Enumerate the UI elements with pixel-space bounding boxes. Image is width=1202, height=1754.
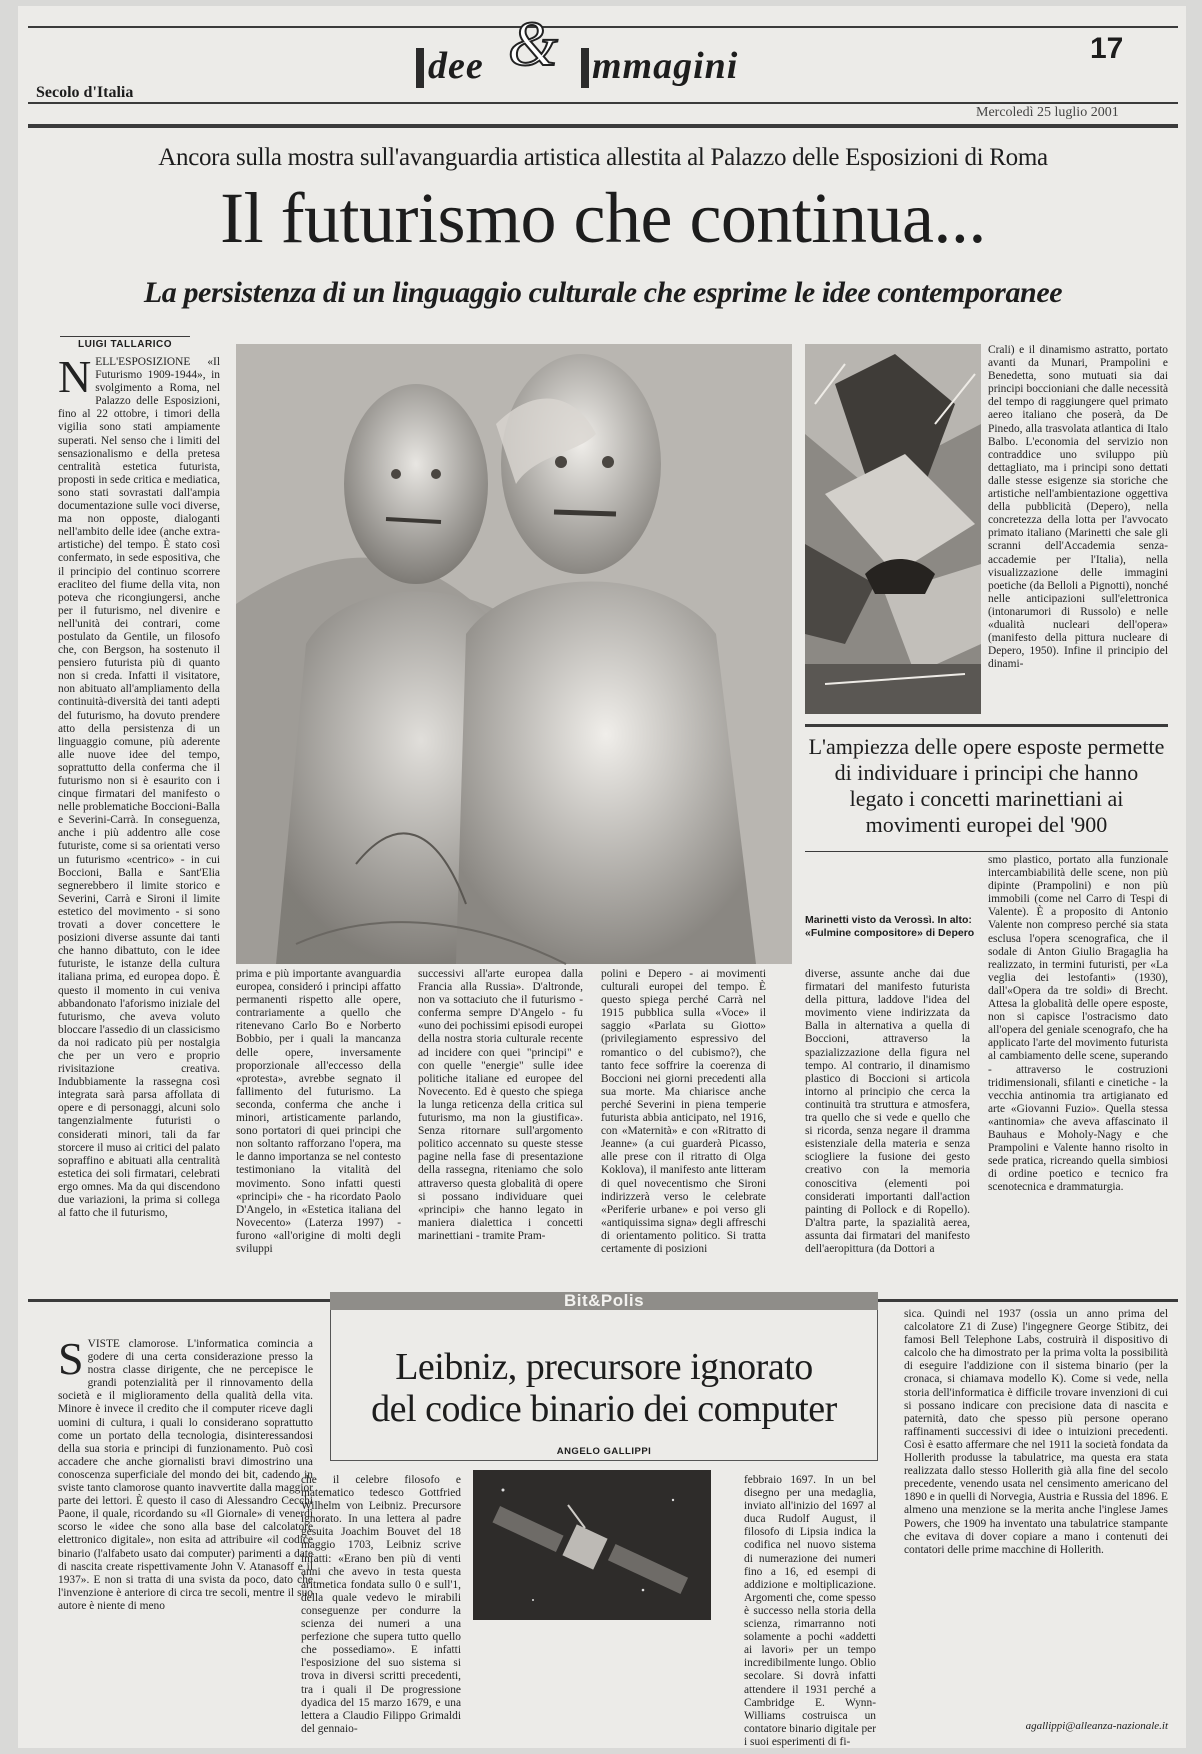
article-column-7: Crali) e il dinamismo astratto, portato avanti da Munari, Prampolini e Benedetta, sono mutuati sia dai principi boccioniani che dalle necessità del tempo di raggiungere quel primato aereo italiano che poserà, da De Pinedo, alla trasvolata atlantica di Italo Balbo. L'economia del servizio non contraddice uno sviluppo più dettagliato, ma i principi sono dettati dalle stesse esigenze sia storiche che artistiche nell'ambientazione oggettiva della pubblicità (Depero), nella concretezza della lotta per l'avvocato primato italiano (Marinetti che sale gli scranni dell'Accademia senza-accademie per l'Italia), nella visualizzazione delle immagini poetiche (da Belloli a Pignotti), nonché nelle anticipazioni sull'elettronica (intonarumori di Russolo) e nelle «dualità nucleari dell'opera» (manifesto della pittura nucleare di Depero, 1950). Infine il principio del dinami-: [988, 344, 1168, 671]
article-kicker: Ancora sulla mostra sull'avanguardia artistica allestita al Palazzo delle Esposizioni di Roma: [158, 144, 1048, 171]
date-rule: [28, 124, 1178, 128]
article-subheadline: La persistenza di un linguaggio culturale che esprime le idee contemporanee: [143, 276, 1063, 309]
article-column-2: prima e più importante avanguardia europea, consideró i principi affatto permanenti rispetto alle opere, contrariamente a quello che ritenevano Carlo Bo e Norberto Bobbio, per i quali la mancanza delle opere, inversamente proporzionale all'eccesso della «protesta», avrebbe segnato il fallimento del futurismo. La seconda, conferma che anche i minori, artisticamente parlando, sono portatori di quei principi che non soltanto rafforzano l'opera, ma le danno importanza se nel contesto testimoniano la vitalità del movimento. Sono infatti questi «principi» che - ha ricordato Paolo D'Angelo, in «Estetica italiana del Novecento» (Laterza 1997) - furono «all'origine di molti degli sviluppi: [236, 968, 401, 1255]
sidebar-headline-line-1: Leibniz, precursore ignorato: [395, 1346, 813, 1388]
sidebar-drop-cap: S: [58, 1333, 84, 1384]
article-column-5: diverse, assunte anche dai due firmatari del manifesto futurista della pittura, laddove l'idea del movimento viene indirizzata da Balla in alternativa a quella di Boccioni, attraverso la spazializzazione della figura nel tempo. Al contrario, il dinamismo plastico di Boccioni si articola intorno al principio che cerca la continuità tra struttura e atmosfera, tra quello che si vede e quello che si ricorda, senza negare il dramma esistenziale della materia e senza sciogliere la fusione dei gesto creativo con la memoria conoscitiva (elementi poi considerati importanti dall'action painting di Pollock e di Ropello). D'altra parte, la spazialità aerea, assunta dai firmatari del manifesto dell'aeropittura (da Dottori a: [805, 968, 970, 1255]
portrait-illustration: [236, 344, 792, 964]
newspaper-page: [18, 6, 1186, 1748]
marinetti-portrait-photo: [236, 344, 792, 964]
sidebar-author: ANGELO GALLIPPI: [556, 1446, 652, 1457]
sidebar-signature: agallippi@alleanza-nazionale.it: [1025, 1720, 1168, 1732]
pullquote: L'ampiezza delle opere esposte permette di individuare i principi che hanno legato i concetti marinettiani ai movimenti europei del '900: [808, 734, 1165, 837]
article-author: LUIGI TALLARICO: [78, 339, 172, 350]
depero-illustration: [805, 344, 981, 714]
masthead-rule: [28, 102, 1178, 104]
article-column-1-text: ELL'ESPOSIZIONE «Il Futurismo 1909-1944», in svolgimento a Roma, nel Palazzo delle Esposizioni, fino al 22 ottobre, i timori della vigilia sono stati ampiamente superati. Nel senso che i limiti del sensazionalismo e della pretesa centralità estetica futurista, proposti in sede critica e mediatica, sono stati sovrastati dall'ampia documentazione sulle voci diverse, ma non opposte, dialoganti nell'ambito delle idee (anche extra-artistiche) del tempo. È stato così confermato, in sede espositiva, che il principio del continuo scorrere eracliteo del fiume della vita, non poteva che ricongiungersi, anche per il futurismo, nel divenire e nell'unità dei contrari, come postulato da Gentile, un filosofo che, con Bergson, ha sostenuto il pensiero futurista più di quanto non si creda. Infatti il visitatore, non abituato all'ampliamento della continuità-diversità dei tanti adepti del futurismo, ha dovuto prendere atto della persistenza di un linguaggio comune, più aderente alle nuove idee del tempo, soprattutto della conferma che il futurismo non si è esaurito con i cinque firmatari del manifesto o nelle problematiche Boccioni-Balla e Severini-Carrà. In conseguenza, anche i più addentro alle cose futuriste, come si sa orientati verso un futurismo «centrico» - in cui Boccioni, Balla e Sant'Elia segnerebbero il limite storico e Severini, Carrà e Sironi il limite estetico del movimento - si sono trovati a dover concettere le posizioni diverse assunte dai tanti che hanno dibattuto, con le idee futuriste, le istanze della cultura italiana prima, ed europea dopo. È questo il momento in cui veniva abbandonato l'aforismo iniziale del futurismo, che aveva voluto bloccare l'assedio di un classicismo da noi radicato più per nostalgia che per un vero e proprio rivisitazione creativa. Indubbiamente la rassegna così integrata sarà parsa affollata di opere e di personaggi, alcuni solo tangenzialmente futuristi o considerati minori, tali da far storcere il muso ai critici del palato sopraffino e abituati alla centralità estetica dei soli firmatari, celebrati ergo omnes. Ma da qui discendono due variazioni, la prima si collega al fatto che il futurismo,: [58, 356, 220, 1220]
sidebar-column-2: che il celebre filosofo e matematico tedesco Gottfried Wilhelm von Leibniz. Precursore ignorato. In una lettera al padre gesuita Joachim Bouvet del 18 maggio 1703, Leibniz scrive infatti: «Erano ben più di venti anni che avevo in testa questa aritmetica fondata sullo 0 e sull'1, della quale vedevo le mirabili conseguenze per condurre la scienza dei numeri a una perfezione che supera tutto quello che possediamo». E infatti l'esposizione del suo sistema si trova in diversi scritti precedenti, tra i quali il De progressione dyadica del 15 marzo 1679, e una lettera a Claudio Filippo Grimaldi del gennaio-: [301, 1474, 461, 1735]
paper-name: Secolo d'Italia: [36, 84, 134, 101]
article-headline: Il futurismo che continua...: [220, 178, 986, 258]
issue-date: Mercoledì 25 luglio 2001: [976, 105, 1119, 120]
article-column-4: polini e Depero - ai movimenti culturali europei del tempo. È questo spiega perché Carrà nel 1915 pubblica sulla «Voce» il saggio «Parlata su Giotto» (privilegiamento espressivo del romantico o del cubismo?), che tanto fece soffrire la coerenza di Boccioni nei giorni precedenti alla sua morte. Ma chiarisce anche perché Severini in piena temperie futurista abbia anticipato, nel 1916, con «Maternità» e con «Ritratto di Jeanne» (a cui guarderà Picasso, alle prese con il ritratto di Olga Koklova), il manifesto ante litteram di quel novecentismo che Sironi indirizzerà verso le celebrate «Periferie urbane» e poi verso gli «antiquissima signa» degli affreschi di orientamento politico. Si tratta certamente di posizioni: [601, 968, 766, 1255]
sidebar-column-1-text: VISTE clamorose. L'informatica comincia a godere di una certa considerazione presso la nostra classe dirigente, che ne percepisce le grandi potenzialità per il rinnovamento della società e il miglioramento della qualità della vita. Minore è invece il credito che il computer riceve dagli uomini di cultura, i quali lo considerano soprattutto come un portato della tecnologia, disinteressandosi della sua storia e principi di funzionamento. Può così accadere che anche giornalisti bravi dimostrino una conoscenza superficiale del mondo dei bit, cadendo in sviste tanto clamorose quanto inavvertite dalla maggior parte dei lettori. È questo il caso di Alessandro Cecchi Paone, il quale, ricordando su «Il Giornale» di venerdì scorso le «idee che sono alla base del calcolatore elettronico digitale», non esita ad attribuire «il codice binario (l'alfabeto usato dai computer) parimenti a date di nascita create rispettivamente John V. Atanasoff e il 1937». E non si tratta di una svista da poco, dato che l'invenzione è anteriore di circa tre secoli, mentre il suo autore è niente di meno: [58, 1338, 313, 1612]
article-column-3: successivi all'arte europea dalla Francia alla Russia». D'altronde, non va sottaciuto che il futurismo - conferma sempre D'Angelo - fu «uno dei pochissimi episodi europei della nostra storia culturale recente ad incidere con quei "principi" e con quelle "energie" sulle idee politiche italiane ed europee del Novecento. Ed è questo che spiega la lunga reticenza della critica sul futurismo, ma non la giustifica». Senza ritornare sull'argomento politico accennato su queste stesse pagine nella fase di presentazione della rassegna, riteniamo che solo attraverso questa globalità di opere si possano individuare quei «principi» che hanno legato in maniera dialettica i concetti marinettiani - tramite Pram-: [418, 968, 583, 1242]
photo-caption: Marinetti visto da Verossì. In alto: «Fulmine compositore» di Depero: [805, 914, 975, 939]
pullquote-rule-bottom: [805, 851, 1168, 852]
sidebar-column-4: sica. Quindi nel 1937 (ossia un anno prima del calcolatore Z1 di Zuse) l'ingegnere George Stibitz, dei famosi Bell Telephone Labs, costruirà il dispositivo di calcolo che ha dimostrato per la prima volta la possibilità di eseguire l'addizione con il sistema binario (per la cronaca, si chiamava modello K). Come si vede, nella storia dell'informatica è difficile trovare invenzioni di cui si possano indicare con precisione data di nascita e paternità, dato che spesso più persone operano raffinamenti successivi di idee o intuizioni precedenti. Così è esatto affermare che nel 1911 la società fondata da Hollerith produsse la tabulatrice, ma questa era stata realizzata dallo stesso Hollerith già alla fine del secolo precedente, venendo usata nel censimento americano del 1890 e in quelli di Norvegia, Austria e Russia del 1896. E almeno una menzione se la merita anche l'inglese James Powers, che 1909 ha inventato una tabulatrice stampante che evitava di dover copiare a mano i contenuti dei contatori delle prime macchine di Hollerith.: [904, 1308, 1168, 1556]
section-ampersand: &: [508, 8, 558, 79]
sidebar-column-1: [58, 1333, 313, 1733]
sidebar-label-bar: [330, 1292, 878, 1310]
article-column-6: smo plastico, portato alla funzionale intercambiabilità delle scene, non più dipinte (Prampolini) e non più immobili (come nel Carro di Tespi di Valente). È a proposito di Antonio Valente non compreso perché sia stata esclusa l'opera scenografica, che il sodale di Anton Giulio Bragaglia ha realizzato, in termini futuristi, per «La veglia dei lestofanti» (1930), dall'«Opera da tre soldi» di Brecht. Attesa la globalità delle opere esposte, non si capisce l'ostracismo dato all'opera del geniale scenografo, che ha applicato l'arte del movimento futurista al cambiamento delle scene, superando - attraverso le costruzioni tridimensionali, sfilanti e cinetiche - la vecchia antinomia tra artigianato ed arte «Giovanni Fuzio». Quella stessa «antinomia» che aveva affascinato il Bauhaus e Moholy-Nagy e che Prampolini e Valente hanno risolto in sede pratica, ricreando quella simbiosi di ordine poetico e tecnico fra scenotecnica e drammaturgia.: [988, 854, 1168, 1194]
sidebar-headline-line-2: del codice binario dei computer: [371, 1388, 837, 1430]
author-rule: [60, 336, 190, 337]
sidebar-label: Bit&Polis: [563, 1291, 645, 1310]
article-column-1: [58, 351, 220, 1261]
section-title: [416, 8, 756, 100]
drop-cap: N: [58, 351, 92, 402]
pullquote-rule-top: [805, 724, 1168, 727]
sidebar-headline: [330, 1346, 878, 1430]
section-bar-right: [581, 48, 589, 88]
sidebar-column-3: [616, 1474, 876, 1748]
sidebar-column-3-text: febbraio 1697. In un bel disegno per una medaglia, inviato all'inizio del 1697 al duca Rudolf August, il filosofo di Lipsia indica la codifica nel nuovo sistema di numerazione dei numeri fino a 16, ed esempi di addizione e moltiplicazione. Argomenti che, come spesso è successo nella storia della scienza, rimarranno noti solamente a pochi «addetti ai lavori» per un tempo incredibilmente lungo. Oblio secolare. Si dovrà infatti attendere il 1931 perché a Cambridge E. Wynn-Williams costruisca un contatore binario digitale per i suoi esperimenti di fi-: [744, 1474, 876, 1748]
section-word-left: dee: [428, 45, 484, 87]
section-bar-left: [416, 48, 424, 88]
section-word-right: mmagini: [592, 45, 739, 87]
page-number: 17: [1090, 32, 1124, 65]
depero-painting-image: [805, 344, 981, 714]
